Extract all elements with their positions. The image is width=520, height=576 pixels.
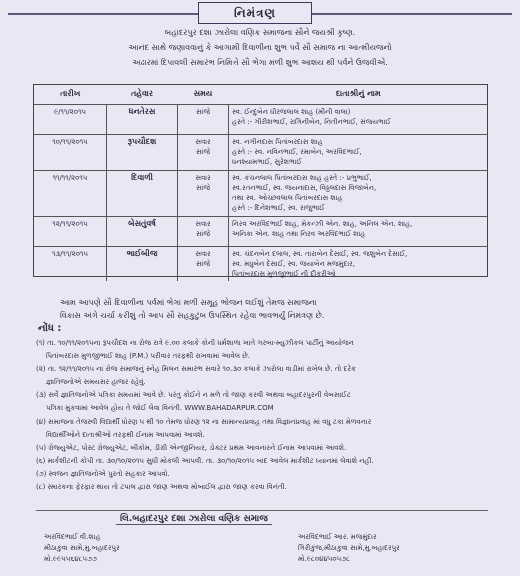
row-festival: દિવાળી [107,171,178,217]
note-line: (૮) સ્મારકના ફેરફાર થાય તો ટપાલ દ્વારા જાણ અથવા મોબાઈલ દ્વારા જાણ કરવા વિનંતી. [36,483,287,492]
note-line: (૩) સર્વે જ્ઞાતિજનોએ પત્રિકા સમયમાં આવે છે. પરંતુ કોઈને ન મળે તો જાણ કરવી અથવા બહાદરપુરની વેબસાઈટ [36,391,351,400]
row-date: ૧૧/૧૧/૨૦૧૫ [34,171,107,217]
donor-line: સ્વ. ઈન્દુબેન ધીરજલાલ શાહ (મીની વાલા) [232,108,351,116]
donor-line: સ્વ. મધુબેન દેસાઈ, સ્વ. જયાબેન મજમુંદાર, [232,260,356,268]
time-slot: સવાર [195,174,211,182]
schedule-header-row [34,84,488,105]
header-donor: દાતાશ્રીનું નામ [229,84,489,105]
time-slot: સાંજે [195,108,210,116]
signatory-phone: મો.૯૮૦૪૪૫૦૫૭૮ [298,555,350,563]
notes-list [36,337,512,494]
donor-line: સ્વ.રતનભાઈ, સ્વ. જયનાદાસ, વિઠ્ઠલદાસ વિજાબેન, [232,184,377,192]
appeal-line-1: આમ આપણે સૌ દિવાળીના પર્વમાં ભેગા મળી સમૂહ ભોજન લઈશું તેમજ સમાજના [60,298,317,307]
table-row [34,217,488,247]
row-date: ૯/૧૧/૨૦૧૫ [34,105,107,135]
table-row [34,135,488,171]
time-slot: સાંજે [195,230,210,238]
time-slot: સાંજે [195,260,210,268]
row-date: ૧૨/૧૧/૨૦૧૫ [34,217,107,247]
header-date: તારીખ [34,84,107,105]
invitation-title: નિમંત્રણ [198,2,312,24]
header-time: સમય [178,84,229,105]
note-line: (૭) સ્વજન જ્ઞાતિજનોએ પુરતો સહકાર આપવો. [36,469,170,478]
time-slot: સવાર [195,250,211,258]
time-slot: સવાર [195,138,211,146]
row-festival: ભાઈબીજ [107,247,178,282]
note-line: (૧) તા. ૧૦/૧૧/૨૦૧૫ના રૂપચૌદશ ના રોજ રાત્રે ૯.૦૦ કલાકે કોની ધર્મશાળા ખાતે ગરબા-મ્યુઝીકલ પાર્ટીનું આયોજન [36,339,354,347]
row-time [178,247,229,282]
donor-line: સ્વ. કંચનલાલ પિતાંબરદાસ શાહ હસ્તે :- પ્રભુભાઈ, [232,174,372,182]
signatory-name: અરવિંદભાઈ વી.શાહ [44,533,101,541]
time-slot: સવાર [195,220,211,228]
donor-line: સ્વ. ચંદનબેન દલાલ, સ્વ. તારાબેન દેસાઈ, સ્વ. જશુબેન દેસાઈ, [232,250,408,258]
intro-line-2: આનંદ સાથે જણાવવાનું કે આગામી દિવાળીના શુભ પર્વે સૌ સમાજ ના આત્મીયજનો [128,43,392,52]
row-donors [229,217,489,247]
appeal-line-2: વિકાસ અંગે ચર્ચા કરીશું તો આપ સૌ સહકુટુંબ ઉપસ્થિત રહેવા ભાવભર્યું નિમંત્રણ છે. [60,311,325,320]
intro-line-3: અઢારમાં દિપાવલી સમારંભ નિમિત્તે સૌ ભેગા મળી શુભ આશય થી પર્વને ઉજવીએ. [132,58,388,67]
signatory-left [44,532,120,565]
row-festival: બેસતુંવર્ષ [107,217,178,247]
donor-line: ધનશ્યામભાઈ, સુરેશભાઈ [232,158,302,166]
header-festival: તહેવાર [107,84,178,105]
donor-line: પિતાંબરદાસ મુળજીભાઈ ની દીકરીઓ [232,270,336,278]
signatory-phone: મો.૯૯૫૫૬૪૮૫૭૭ [44,555,97,563]
signatory-name: અરવિંદભાઈ આર. મજમુંદાર [298,533,377,541]
signatory-address: ગિરીકુંજ,મીઠાકુવા સામે,મુ.બહાદરપુર [298,544,400,552]
row-time [178,217,229,247]
note-line: (૨) તા. ૧૨/૧૧/૨૦૧૫ ના રોજ સમાજનું સ્નેહ મિલન સમારંભ સવારે ૧૦.૩૦ કલાકે ઝારોલા વાડીમાં રાખેલ છે. તો દરેક [36,365,356,374]
table-row [34,105,488,135]
table-row [34,171,488,217]
row-festival: રૂપચૌદશ [107,135,178,171]
row-donors [229,171,489,217]
row-time [178,171,229,217]
signatory-address: મીઠાકુવા સામે,મુ.બહાદરપુર [44,544,120,552]
donor-line: સ્વ. નગીનદાસ પિતાંબરદાસ શાહ [232,138,323,146]
row-donors [229,135,489,171]
time-slot: સાંજે [195,184,210,192]
signatory-right [298,532,400,565]
notes-heading: નોંધ : [38,323,62,334]
donor-line: નિરવ અરવિંદભાઈ શાહ, મેકન્ઝી એન. શાહ, અનિલ એન. શાહ, [232,220,413,228]
donor-line: હસ્તે :- ગીરીશભાઈ, રાગિનીબેન, નિતીનભાઈ, સંજયભાઈ [232,118,391,126]
row-time [178,135,229,171]
donor-line: હસ્તે :- દિનેશભાઈ, સ્વ. રાજુભાઈ [232,204,325,212]
note-line: (૬) માર્કશીટની કોપી તા. ૩૦/૧૦/૨૦૧૫ સુધી મોકલી આપવી. તા. ૩૦/૧૦/૨૦૧૫ બાદ આવેલ માર્કશીટ ધ્યાનમાં લેવાશે નહીં. [36,456,374,465]
appeal-text [60,296,490,322]
note-line: વિદ્યાર્થીઓને દાતાશ્રીઓ તરફથી ઈનામ આપવામાં આવશે. [46,430,205,439]
donor-line: તથા સ્વ. ઓચ્છવલાલ પિતાંબરદાસ શાહ [232,194,343,202]
row-date: ૧૦/૧૧/૨૦૧૫ [34,135,107,171]
table-row [34,247,488,282]
time-slot: સાંજે [195,148,210,156]
schedule-table [34,84,488,281]
title-divider-right [312,13,512,15]
intro-line-1: બહાદરપુર દશા ઝારોલા વણિક સમાજના સૌને જયશ્રી કૃષ્ણ. [164,28,356,37]
row-donors [229,247,489,282]
note-line: પિતાંબરદાસ મુળજીભાઈ શાહ (P.M.) પરીવાર તરફથી રાખવામાં આવેલ છે. [46,352,250,361]
row-donors [229,105,489,135]
row-time [178,105,229,135]
note-line: (૪) સમાજના તેજસ્વી વિદ્યાર્થી ધોરણ ૫ થી ૧૦ તેમજ ધોરણ ૧૨ ના સામાન્યપ્રવાહ તથા વિજ્ઞાનપ્રવાહ માં વધુ ટકા મેળવનાર [36,417,372,426]
note-line: પત્રિકા મુકવામાં આવેલ હોય તે જોઈ લેવા વિનંતી. WWW.BAHADARPUR.COM [46,404,274,413]
signature-divider [36,510,488,511]
title-row [0,2,520,24]
note-line: (૫) ગ્રેજ્યુએટ, પોસ્ટ ગ્રેજ્યુએટ, બીકોમ, ડીગ્રી એન્જીનિયર, ડોક્ટર પ્રથમ આવનારને ઈનામ આપવામાં આવશે. [36,443,347,452]
signature-title: લિ.બહાદરપુર દશા ઝારોલા વણિક સમાજ [116,514,272,525]
title-divider-left [8,13,198,15]
donor-line: હસ્તે :- સ્વ. નવિનભાઈ, રમાબેન, અરવિંદભાઈ, [232,148,362,156]
donor-line: અનિકા એન. શાહ તથા નિરવ અરવિંદભાઈ શાહ [232,230,366,238]
row-date: ૧૩/૧૧/૨૦૧૫ [34,247,107,282]
row-festival: ધનતેરસ [107,105,178,135]
note-line: જ્ઞાતિજનોએ સમયસર હાજર રહેવું. [46,378,146,387]
